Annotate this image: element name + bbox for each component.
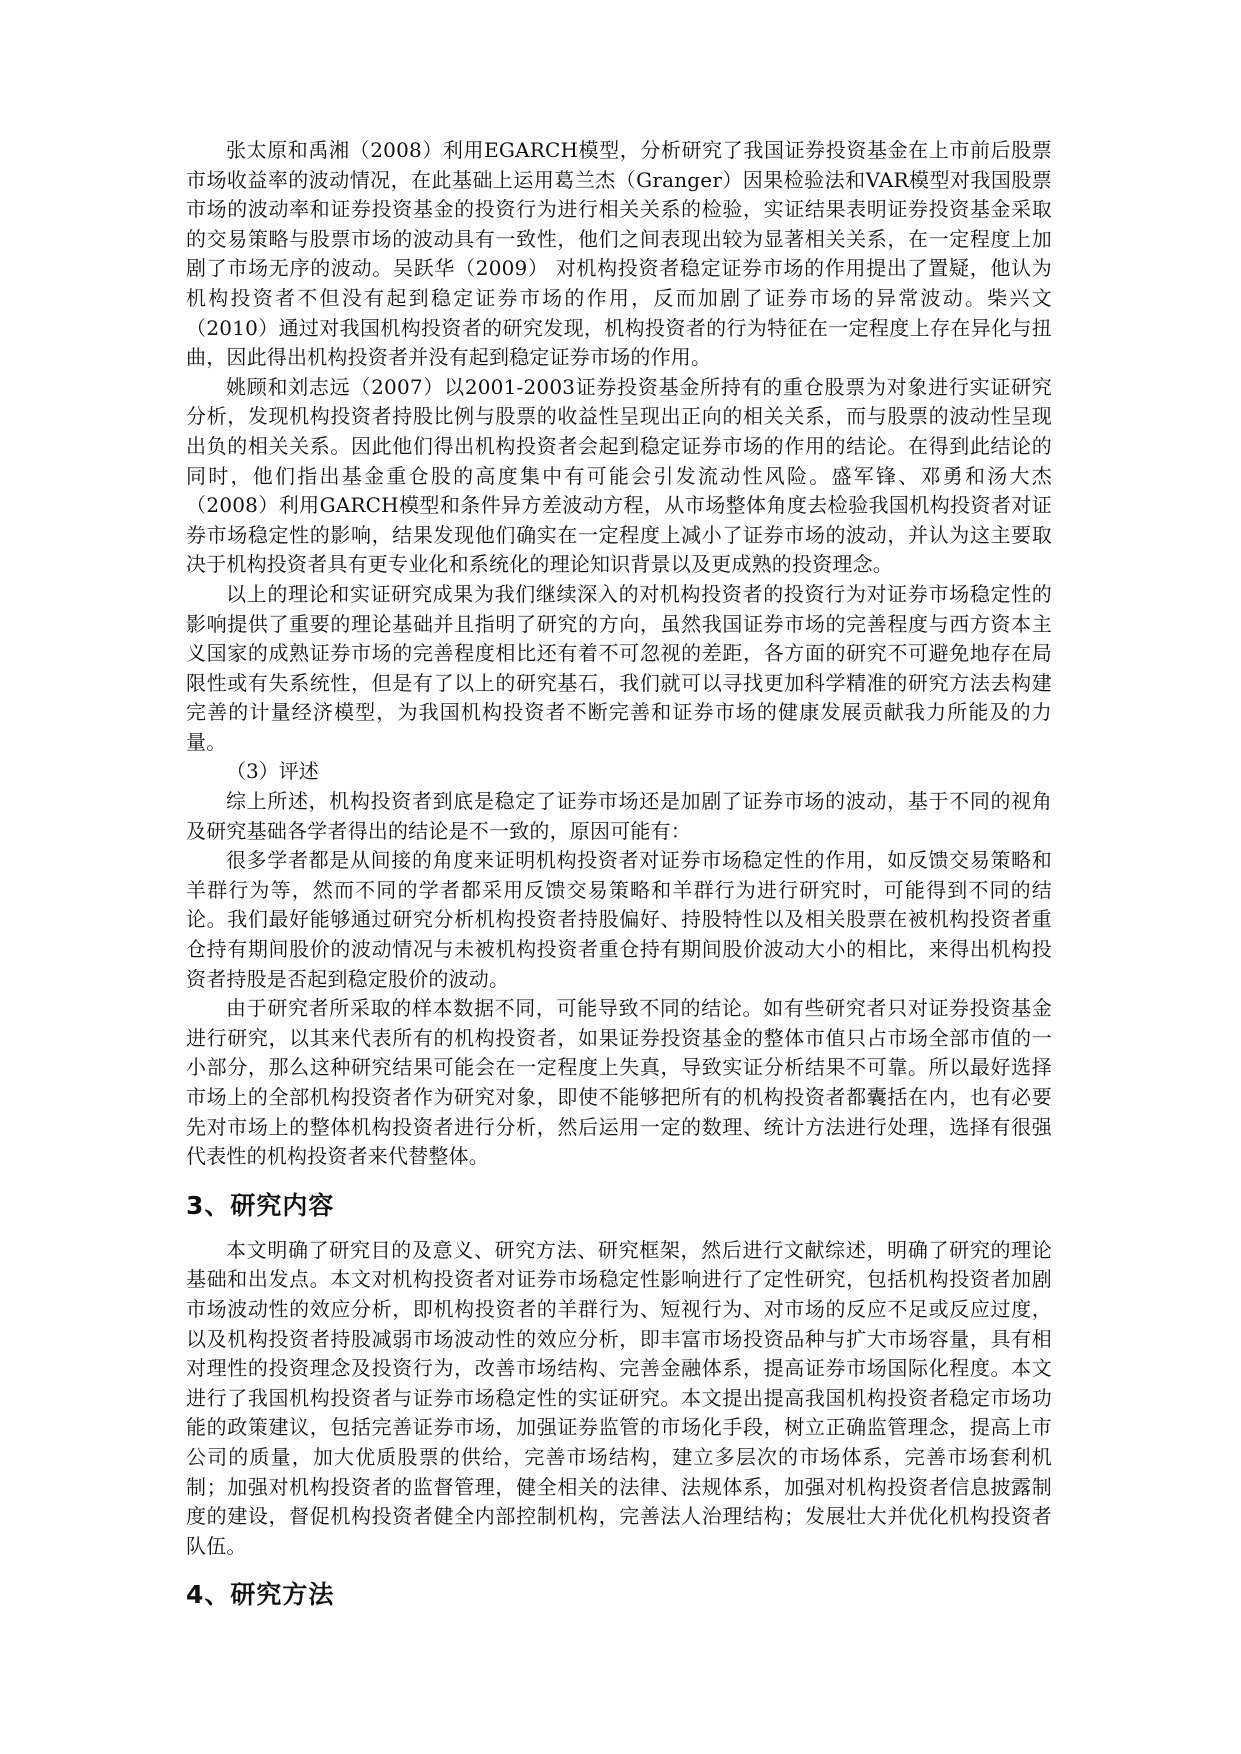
body-paragraph: 姚顾和刘志远（2007）以2001-2003证券投资基金所持有的重仓股票为对象进行实证研究分析，发现机构投资者持股比例与股票的收益性呈现出正向的相关关系，而与股票的波动性呈现出负的相关关系。因此他们得出机构投资者会起到稳定证券市场的作用的结论。在得到此结论的同时，他们指出基金重仓股的高度集中有可能会引发流动性风险。盛军锋、邓勇和汤大杰（2008）利用GARCH模型和条件异方差波动方程，从市场整体角度去检验我国机构投资者对证券市场稳定性的影响，结果发现他们确实在一定程度上减小了证券市场的波动，并认为这主要取决于机构投资者具有更专业化和系统化的理论知识背景以及更成熟的投资理念。 <box>186 374 1052 577</box>
body-paragraph: 本文明确了研究目的及意义、研究方法、研究框架，然后进行文献综述，明确了研究的理论基础和出发点。本文对机构投资者对证券市场稳定性影响进行了定性研究，包括机构投资者加剧市场波动性的效应分析，即机构投资者的羊群行为、短视行为、对市场的反应不足或反应过度，以及机构投资者持股减弱市场波动性的效应分析，即丰富市场投资品种与扩大市场容量，具有相对理性的投资理念及投资行为，改善市场结构、完善金融体系，提高证券市场国际化程度。本文进行了我国机构投资者与证券市场稳定性的实证研究。本文提出提高我国机构投资者稳定市场功能的政策建议，包括完善证券市场，加强证券监管的市场化手段，树立正确监管理念，提高上市公司的质量，加大优质股票的供给，完善市场结构，建立多层次的市场体系，完善市场套利机制；加强对机构投资者的监督管理，健全相关的法律、法规体系，加强对机构投资者信息披露制度的建设，督促机构投资者健全内部控制机构，完善法人治理结构；发展壮大并优化机构投资者队伍。 <box>186 1237 1052 1558</box>
section-heading-research-content: 3、研究内容 <box>186 1190 335 1220</box>
body-paragraph: 综上所述，机构投资者到底是稳定了证券市场还是加剧了证券市场的波动，基于不同的视角及研究基础各学者得出的结论是不一致的，原因可能有： <box>186 789 1052 843</box>
body-paragraph: 张太原和禹湘（2008）利用EGARCH模型，分析研究了我国证券投资基金在上市前后股票市场收益率的波动情况，在此基础上运用葛兰杰（Granger）因果检验法和VAR模型对我国股票市场的波动率和证券投资基金的投资行为进行相关关系的检验，实证结果表明证券投资基金采取的交易策略与股票市场的波动具有一致性，他们之间表现出较为显著相关关系，在一定程度上加剧了市场无序的波动。吴跃华（2009） 对机构投资者稳定证券市场的作用提出了置疑，他认为机构投资者不但没有起到稳定证券市场的作用，反而加剧了证券市场的异常波动。柴兴文（2010）通过对我国机构投资者的研究发现，机构投资者的行为特征在一定程度上存在异化与扭曲，因此得出机构投资者并没有起到稳定证券市场的作用。 <box>186 138 1052 370</box>
subsection-title: （3）评述 <box>226 759 319 784</box>
document-page <box>186 136 1052 1625</box>
body-paragraph: 以上的理论和实证研究成果为我们继续深入的对机构投资者的投资行为对证券市场稳定性的影响提供了重要的理论基础并且指明了研究的方向，虽然我国证券市场的完善程度与西方资本主义国家的成熟证券市场的完善程度相比还有着不可忽视的差距，各方面的研究不可避免地存在局限性或有失系统性，但是有了以上的研究基石，我们就可以寻找更加科学精准的研究方法去构建完善的计量经济模型，为我国机构投资者不断完善和证券市场的健康发展贡献我力所能及的力量。 <box>186 581 1052 754</box>
section-heading-research-method: 4、研究方法 <box>186 1580 335 1610</box>
body-paragraph: 很多学者都是从间接的角度来证明机构投资者对证券市场稳定性的作用，如反馈交易策略和羊群行为等，然而不同的学者都采用反馈交易策略和羊群行为进行研究时，可能得到不同的结论。我们最好能够通过研究分析机构投资者持股偏好、持股特性以及相关股票在被机构投资者重仓持有期间股价的波动情况与未被机构投资者重仓持有期间股价波动大小的相比，来得出机构投资者持股是否起到稳定股价的波动。 <box>186 848 1052 991</box>
body-paragraph: 由于研究者所采取的样本数据不同，可能导致不同的结论。如有些研究者只对证券投资基金进行研究，以其来代表所有的机构投资者，如果证券投资基金的整体市值只占市场全部市值的一小部分，那么这种研究结果可能会在一定程度上失真，导致实证分析结果不可靠。所以最好选择市场上的全部机构投资者作为研究对象，即使不能够把所有的机构投资者都囊括在内，也有必要先对市场上的整体机构投资者进行分析，然后运用一定的数理、统计方法进行处理，选择有很强代表性的机构投资者来代替整体。 <box>186 996 1052 1169</box>
